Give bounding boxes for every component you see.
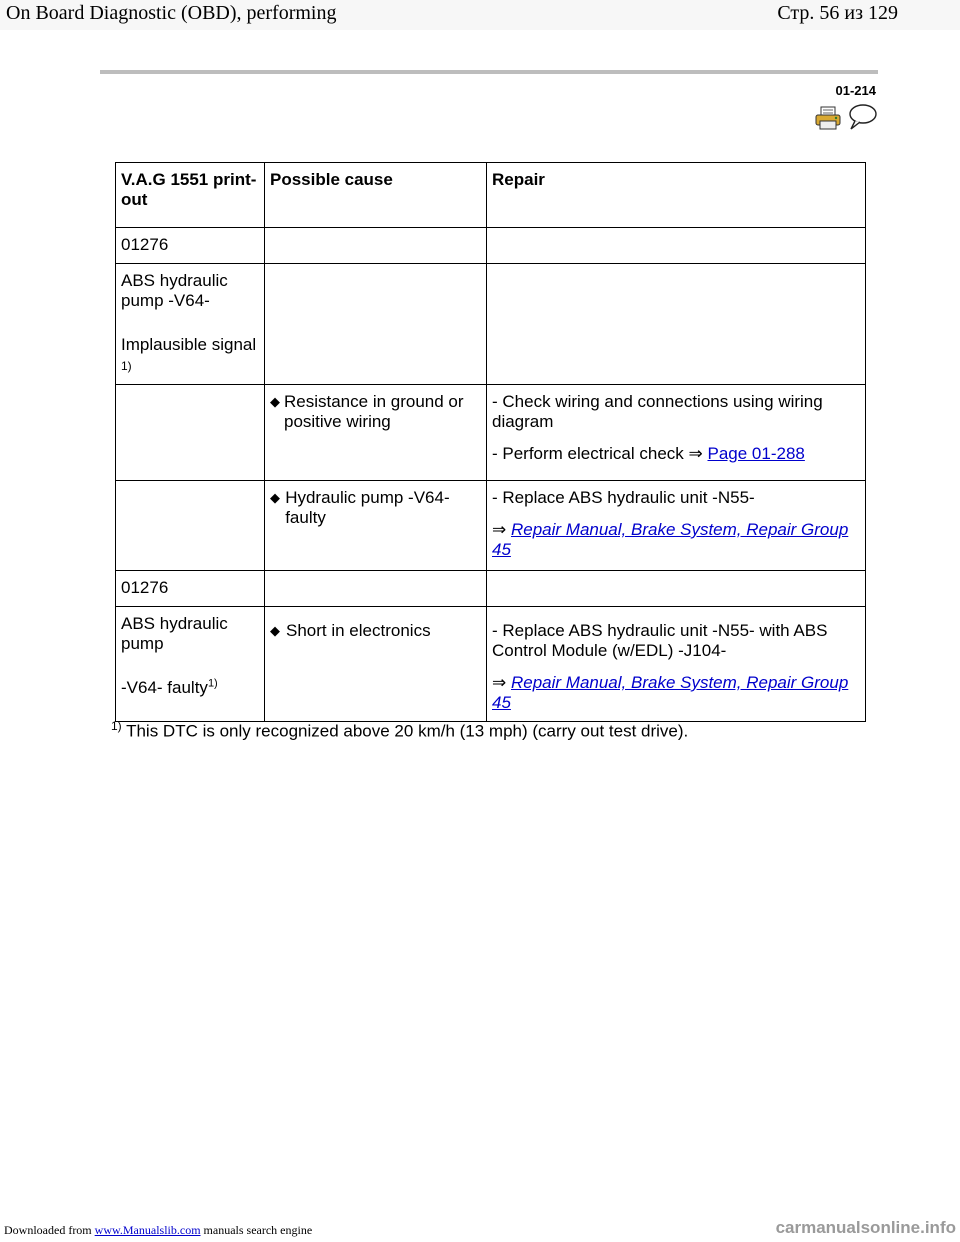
repair-step: - Replace ABS hydraulic unit -N55- [492,488,755,507]
download-prefix: Downloaded from [4,1223,92,1237]
empty-cell [487,571,866,607]
table-row [116,385,866,481]
table-row [116,607,866,722]
table-row [116,481,866,571]
footnote-marker: 1) [111,719,122,733]
repair-step: - Replace ABS hydraulic unit -N55- with ABS Control Module (w/EDL) -J104- [492,621,828,660]
empty-cell [487,264,866,385]
footer-bar [0,1218,960,1242]
table-row [116,571,866,607]
page-code: 01-214 [835,83,876,98]
footnote-text: This DTC is only recognized above 20 km/h (13 mph) (carry out test drive). [126,721,689,741]
empty-cell [265,264,487,385]
empty-cell [487,228,866,264]
title-bar [0,0,960,30]
download-suffix: manuals search engine [203,1223,313,1237]
dtc-code: 01276 [116,228,265,264]
empty-cell [116,385,265,481]
possible-cause: Resistance in ground or positive wiring [284,392,464,431]
table-row [116,264,866,385]
header-divider [100,70,878,74]
manualslib-link[interactable]: www.Manualslib.com [94,1223,201,1237]
download-source [4,1223,312,1238]
printout-cell [116,607,265,722]
repair-manual-link[interactable]: Repair Manual, Brake System, Repair Group 45 [492,520,849,559]
repair-cell [487,385,866,481]
printout-component: ABS hydraulic pump -V64- [121,271,228,310]
repair-step: - Check wiring and connections using wiring diagram [492,392,823,431]
empty-cell [265,571,487,607]
repair-cell [487,607,866,722]
printer-icon[interactable] [815,106,841,130]
diamond-bullet-icon: ◆ [270,490,280,505]
table-row [116,228,866,264]
watermark: carmanualsonline.info [775,1218,956,1237]
header-possible-cause: Possible cause [265,163,487,228]
footnote [111,716,688,742]
page-counter: Стр. 56 из 129 [777,2,898,24]
header-repair: Repair [487,163,866,228]
arrow-icon: ⇒ [492,520,507,539]
dtc-code: 01276 [116,571,265,607]
printout-fault: -V64- faulty [121,678,208,697]
possible-cause: Hydraulic pump -V64- faulty [285,488,450,527]
empty-cell [265,228,487,264]
speech-bubble-icon[interactable] [846,103,878,131]
arrow-icon: ⇒ [688,444,703,463]
printout-fault: Implausible signal [121,335,257,354]
dtc-table [115,162,866,722]
cause-cell [265,607,487,722]
document-title: On Board Diagnostic (OBD), performing [6,2,337,24]
footnote-ref: 1) [121,359,132,373]
repair-manual-link[interactable]: Repair Manual, Brake System, Repair Group 45 [492,673,849,712]
printout-component: ABS hydraulic pump [121,614,228,653]
table-header-row [116,163,866,228]
diamond-bullet-icon: ◆ [270,394,280,409]
cause-cell [265,481,487,571]
empty-cell [116,481,265,571]
possible-cause: Short in electronics [286,621,431,640]
diamond-bullet-icon: ◆ [270,623,280,638]
cause-cell [265,385,487,481]
repair-cell [487,481,866,571]
footnote-ref: 1) [207,677,218,690]
repair-step: - Perform electrical check [492,444,684,463]
page-link[interactable]: Page 01-288 [707,444,805,463]
arrow-icon: ⇒ [492,673,507,692]
header-printout: V.A.G 1551 print-out [116,163,265,228]
printout-cell [116,264,265,385]
